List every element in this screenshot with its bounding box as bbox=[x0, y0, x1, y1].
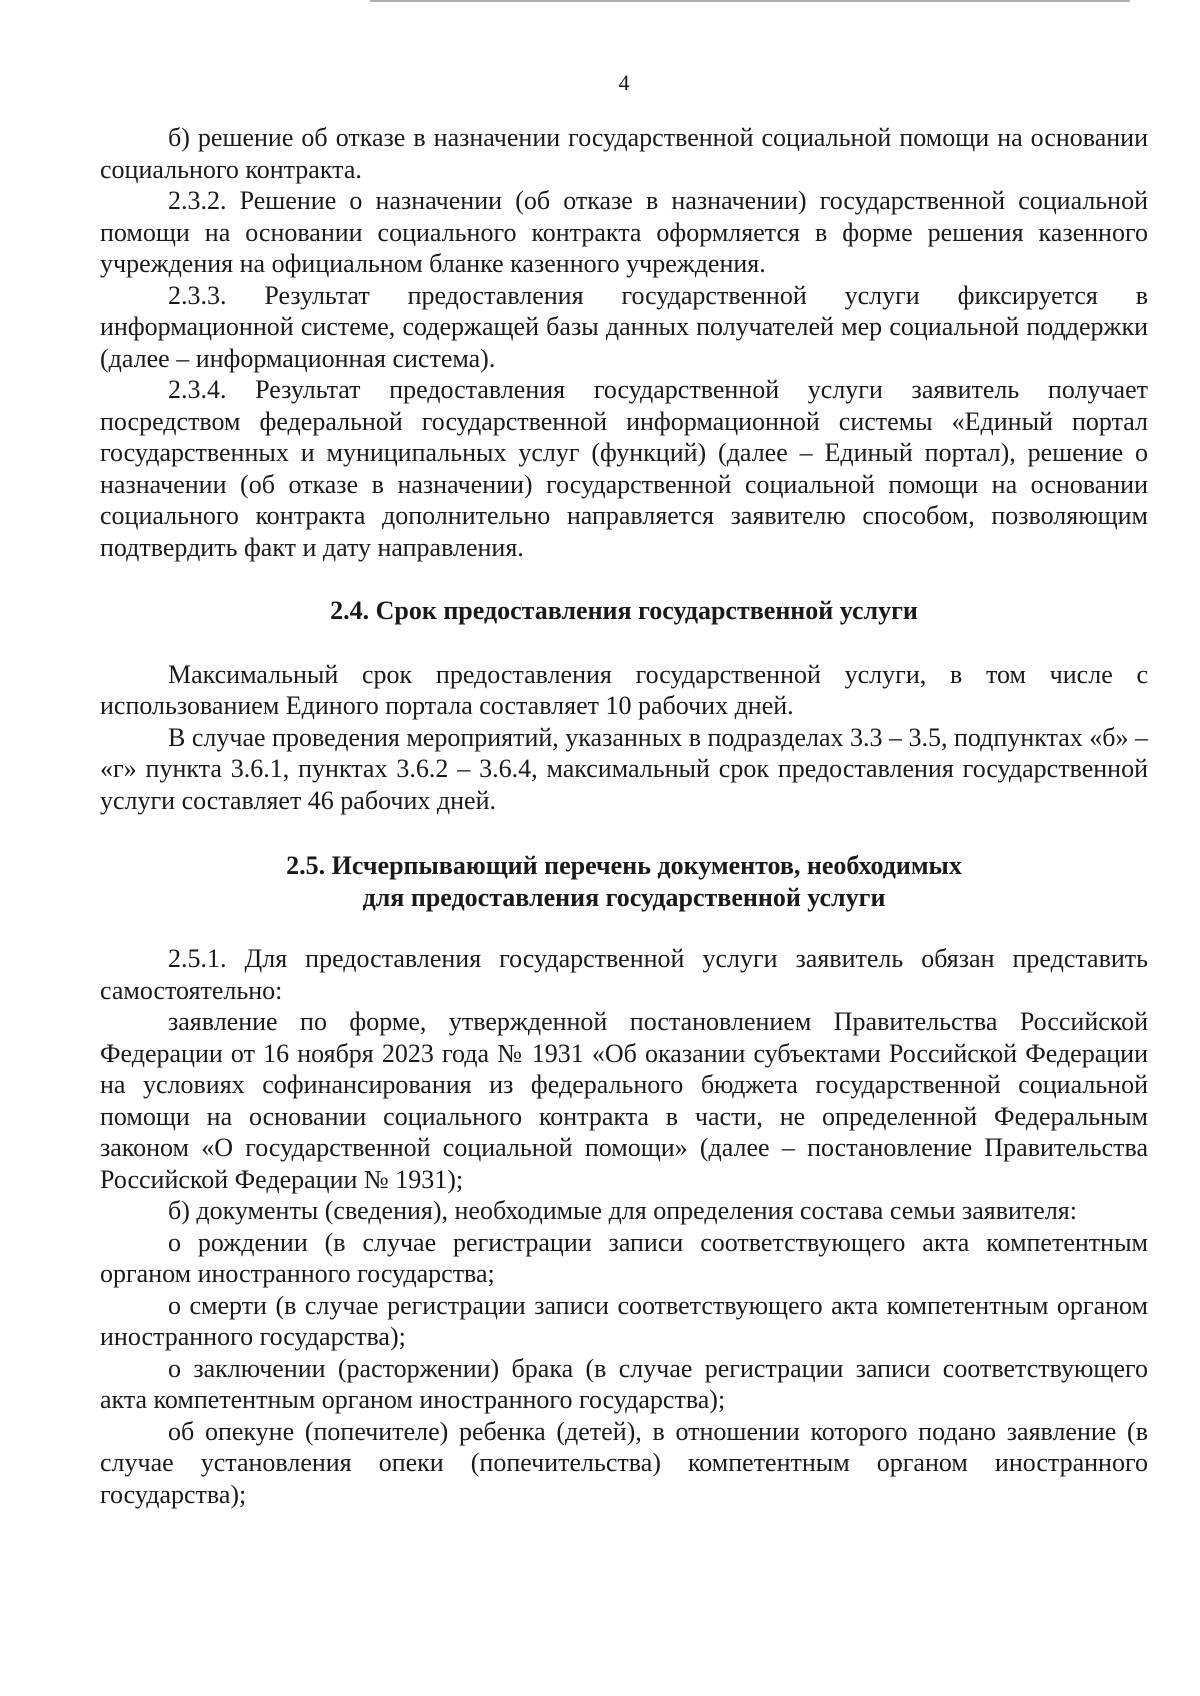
paragraph-2-3-1b: б) решение об отказе в назначении государственной социальной помощи на основании социального контракта. bbox=[100, 123, 1148, 184]
heading-2-5 bbox=[100, 850, 1148, 913]
list-item-birth: о рождении (в случае регистрации записи соответствующего акта компетентным органом иностранного государства; bbox=[100, 1227, 1148, 1288]
document-page bbox=[100, 70, 1148, 1510]
list-item-guardian: об опекуне (попечителе) ребенка (детей), в отношении которого подано заявление (в случае установления опеки (попечительства) компетентным органом иностранного государства); bbox=[100, 1416, 1148, 1509]
paragraph-2-5-1: 2.5.1. Для предоставления государственной услуги заявитель обязан представить самостоятельно: bbox=[100, 944, 1148, 1005]
paragraph-application-form: заявление по форме, утвержденной постановлением Правительства Российской Федерации от 16 ноября 2023 года № 1931 «Об оказании субъектами Российской Федерации на условиях софинансирования из федерального бюджета государственной социальной помощи на основании социального контракта в части, не определенной Федеральным законом «О государственной социальной помощи» (далее – постановление Правительства Российской Федерации № 1931); bbox=[100, 1007, 1148, 1194]
scan-edge-line bbox=[370, 0, 1130, 6]
paragraph-2-3-4: 2.3.4. Результат предоставления государственной услуги заявитель получает посредством федеральной государственной информационной системы «Единый портал государственных и муниципальных услуг (функций) (далее – Единый портал), решение о назначении (об отказе в назначении) государственной социальной помощи на основании социального контракта дополнительно направляется заявителю способом, позволяющим подтвердить факт и дату направления. bbox=[100, 375, 1148, 562]
paragraph-2-4-max-term: Максимальный срок предоставления государственной услуги, в том числе с использованием Единого портала составляет 10 рабочих дней. bbox=[100, 659, 1148, 720]
heading-2-5-line1: 2.5. Исчерпывающий перечень документов, необходимых bbox=[286, 851, 962, 880]
page-number: 4 bbox=[618, 70, 630, 95]
heading-2-5-line2: для предоставления государственной услуги bbox=[362, 882, 886, 912]
paragraph-2-4-extended-term: В случае проведения мероприятий, указанных в подразделах 3.3 – 3.5, подпунктах «б» – «г» пункта 3.6.1, пунктах 3.6.2 – 3.6.4, максимальный срок предоставления государственной услуги составляет 46 рабочих дней. bbox=[100, 722, 1148, 815]
heading-2-4: 2.4. Срок предоставления государственной услуги bbox=[330, 596, 918, 625]
list-item-marriage: о заключении (расторжении) брака (в случае регистрации записи соответствующего акта компетентным органом иностранного государства); bbox=[100, 1353, 1148, 1414]
paragraph-2-3-3: 2.3.3. Результат предоставления государственной услуги фиксируется в информационной системе, содержащей базы данных получателей мер социальной поддержки (далее – информационная система). bbox=[100, 280, 1148, 373]
list-item-death: о смерти (в случае регистрации записи соответствующего акта компетентным органом иностранного государства); bbox=[100, 1290, 1148, 1351]
paragraph-2-3-2: 2.3.2. Решение о назначении (об отказе в назначении) государственной социальной помощи на основании социального контракта оформляется в форме решения казенного учреждения на официальном бланке казенного учреждения. bbox=[100, 186, 1148, 278]
paragraph-family-docs: б) документы (сведения), необходимые для определения состава семьи заявителя: bbox=[168, 1196, 1077, 1225]
